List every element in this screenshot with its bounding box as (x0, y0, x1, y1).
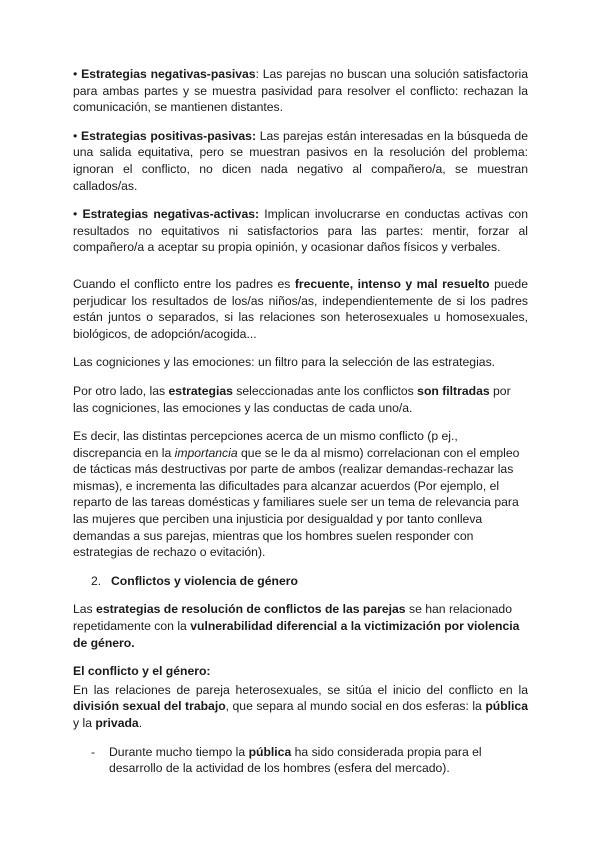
list-item-text: Durante mucho tiempo la pública ha sido considerada propia para el desarrollo de la actividad de los hombres (esfera del mercado). (109, 744, 482, 776)
bullet-positivas-pasivas (73, 128, 528, 194)
paragraph-filter: Por otro lado, las estrategias seleccionadas ante los conflictos son filtradas por las cogniciones, las emociones y las conductas de cada uno/a. (73, 383, 511, 415)
bullet-title: Estrategias negativas-activas: (82, 207, 260, 222)
paragraph-conflict-parents: Cuando el conflicto entre los padres es frecuente, intenso y mal resuelto puede perjudicar los resultados de los/as niños/as, independientemente de si los padres están juntos o separados, si las relaciones son heterosexuales u homosexuales, biológicos, de adopción/acogida... (73, 276, 528, 341)
bullet-marker: • (73, 128, 78, 143)
bullet-marker: • (73, 207, 78, 222)
section-title: Conflictos y violencia de género (111, 573, 298, 588)
dash-marker: - (91, 744, 96, 759)
section-heading-2 (91, 573, 528, 590)
bullet-title: Estrategias positivas-pasivas: (80, 128, 257, 143)
bullet-text: Las parejas no buscan una solución satisfactoria para ambas partes y se muestra pasividad para resolver el conflicto: rechazan la comunicación, se mantienen distantes. (73, 67, 528, 115)
list-item (91, 744, 528, 777)
paragraph-cognitions: Las cogniciones y las emociones: un filtro para la selección de las estrategias. (73, 355, 496, 370)
bullet-marker: • (73, 67, 78, 81)
bullet-negativas-pasivas: • Estrategias negativas-pasivas: Las parejas no buscan una solución satisfactoria para ambas partes y se muestra pasividad para resolver el conflicto: rechazan la comunicación, se mantienen distantes. (73, 67, 528, 115)
section-number: 2. (91, 573, 102, 588)
bullet-negativas-activas (73, 206, 528, 256)
paragraph-perceptions: Es decir, las distintas percepciones acerca de un mismo conflicto (p ej., discrepancia en la importancia que se le da al mismo) correlacionan con el empleo de tácticas más destructivas por parte de ambos (realizar demandas-rechazar las mismas), e incrementa las dificultades para alcanzar acuerdos (Por ejemplo, el reparto de las tareas domésticas y familiares suele ser un tema de relevancia para las mujeres que perciben una injusticia por desigualdad y por tanto conlleva demandas a sus parejas, mientras que los hombres suelen responder con estrategias de rechazo o evitación). (73, 429, 520, 560)
paragraph-gender: En las relaciones de pareja heterosexuales, se sitúa el inicio del conflicto en la división sexual del trabajo, que separa al mundo social en dos esferas: la pública y la privada. (73, 682, 528, 730)
bullet-title: Estrategias negativas-pasivas (81, 67, 256, 81)
bullet-text: Implican involucrarse en conductas activas con resultados no equitativos ni satisfactorios para las partes: mentir, forzar al compañero/a a aceptar su propia opinión, y ocasionar daños físicos y verbales. (73, 207, 528, 255)
subheading-conflict-gender: El conflicto y el género: (73, 664, 211, 679)
paragraph-strategies: Las estrategias de resolución de conflictos de las parejas se han relacionado repetidamente con la vulnerabilidad diferencial a la victimización por violencia de género. (73, 602, 520, 650)
bullet-text: Las parejas están interesadas en la búsqueda de una salida equitativa, pero se muestran pasivos en la resolución del problema: ignoran el conflicto, no dicen nada negativo al compañero/a, se muestran callados/as. (73, 128, 528, 193)
